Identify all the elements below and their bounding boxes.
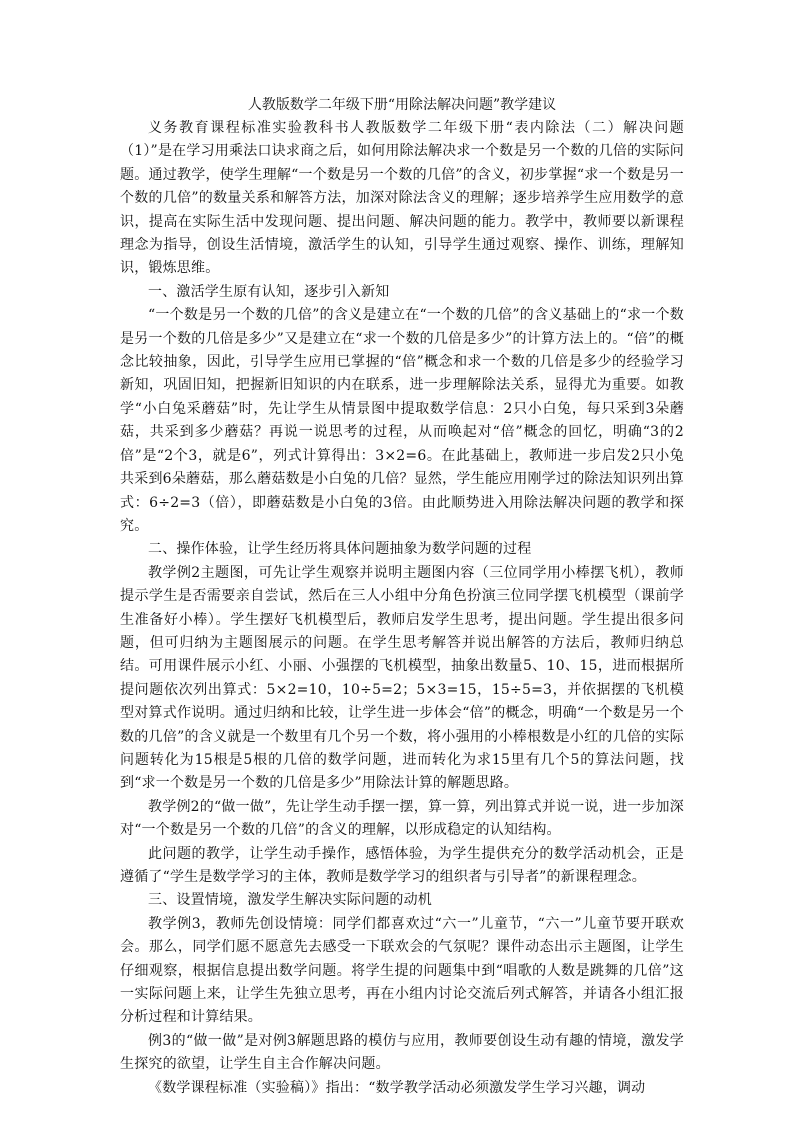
section-heading-3: 三、设置情境，激发学生解决实际问题的动机 (148, 892, 432, 909)
section-3-paragraph-1: 教学例3，教师先创设情境：同学们都喜欢过“六一”儿童节，“六一”儿童节要开联欢会。那么，同学们愿不愿意先去感受一下联欢会的气氛呢？课件动态出示主题图，让学生仔细观察，根据信息提出数学问题。将学生提的问题集中到“唱歌的人数是跳舞的几倍”这一实际问题上来，让学生先独立思考，再在小组内讨论交流后列式解答，并请各小组汇报分析过程和计算结果。 (120, 915, 684, 1026)
document-title: 人教版数学二年级下册“用除法解决问题”教学建议 (247, 97, 557, 113)
section-heading-1: 一、激活学生原有认知，逐步引入新知 (148, 283, 390, 300)
section-3-paragraph-2: 例3的“做一做”是对例3解题思路的模仿与应用，教师要创设生动有趣的情境，激发学生探究的欲望，让学生自主合作解决问题。 (120, 1032, 684, 1073)
section-heading-2: 二、操作体验，让学生经历将具体问题抽象为数学问题的过程 (148, 541, 532, 558)
section-1-paragraph: “一个数是另一个数的几倍”的含义是建立在“一个数的几倍”的含义基础上的“求一个数是另一个数的几倍是多少”又是建立在“求一个数的几倍是多少”的计算方法上的。“倍”的概念比较抽象，因此，引导学生应用已掌握的“倍”概念和求一个数的几倍是多少的经验学习新知，巩固旧知，把握新旧知识的内在联系，进一步理解除法关系，显得尤为重要。如教学“小白兔采蘑菇”时，先让学生从情景图中提取数学信息：2只小白兔，每只采到3朵蘑菇，共采到多少蘑菇？再说一说思考的过程，从而唤起对“倍”概念的回忆，明确“3的2倍”是“2个3，就是6”，列式计算得出：3×2=6。在此基础上，教师进一步启发2只小兔共采到6朵蘑菇，那么蘑菇数是小白兔的几倍？显然，学生能应用刚学过的除法知识列出算式：6÷2=3（倍），即蘑菇数是小白兔的3倍。由此顺势进入用除法解决问题的教学和探究。 (120, 307, 684, 534)
intro-paragraph: 义务教育课程标准实验教科书人教版数学二年级下册“表内除法（二）解决问题（1）”是在学习用乘法口诀求商之后，如何用除法解决求一个数是另一个数的几倍的实际问题。通过教学，使学生理解“一个数是另一个数的几倍”的含义，初步掌握“求一个数是另一个数的几倍”的数量关系和解答方法，加深对除法含义的理解；逐步培养学生应用数学的意识，提高在实际生活中发现问题、提出问题、解决问题的能力。教学中，教师要以新课程理念为指导，创设生活情境，激活学生的认知，引导学生通过观察、操作、训练，理解知识，锻炼思维。 (120, 120, 684, 277)
section-2-paragraph-2: 教学例2的“做一做”，先让学生动手摆一摆，算一算，列出算式并说一说，进一步加深对“一个数是另一个数的几倍”的含义的理解，以形成稳定的认知结构。 (120, 798, 684, 839)
section-2-paragraph-1: 教学例2主题图，可先让学生观察并说明主题图内容（三位同学用小棒摆飞机），教师提示学生是否需要亲自尝试，然后在三人小组中分角色扮演三位同学摆飞机模型（课前学生准备好小棒）。学生摆好飞机模型后，教师启发学生思考，提出问题。学生提出很多问题，但可归纳为主题图展示的问题。在学生思考解答并说出解答的方法后，教师归纳总结。可用课件展示小红、小丽、小强摆的飞机模型，抽象出数量5、10、15，进而根据所提问题依次列出算式：5×2=10，10÷5=2；5×3=15，15÷5=3，并依据摆的飞机模型对算式作说明。通过归纳和比较，让学生进一步体会“倍”的概念，明确“一个数是另一个数的几倍”的含义就是一个数里有几个另一个数，将小强用的小棒根数是小红的几倍的实际问题转化为15根是5根的几倍的数学问题，进而转化为求15里有几个5的算法问题，找到“求一个数是另一个数的几倍是多少”用除法计算的解题思路。 (120, 564, 684, 792)
section-3-paragraph-3: 《数学课程标准（实验稿）》指出：“数学教学活动必须激发学生学习兴趣，调动 (148, 1079, 646, 1096)
section-2-paragraph-3: 此问题的教学，让学生动手操作，感悟体验，为学生提供充分的数学活动机会，正是遵循了“学生是数学学习的主体，教师是数学学习的组织者与引导者”的新课程理念。 (120, 845, 684, 885)
